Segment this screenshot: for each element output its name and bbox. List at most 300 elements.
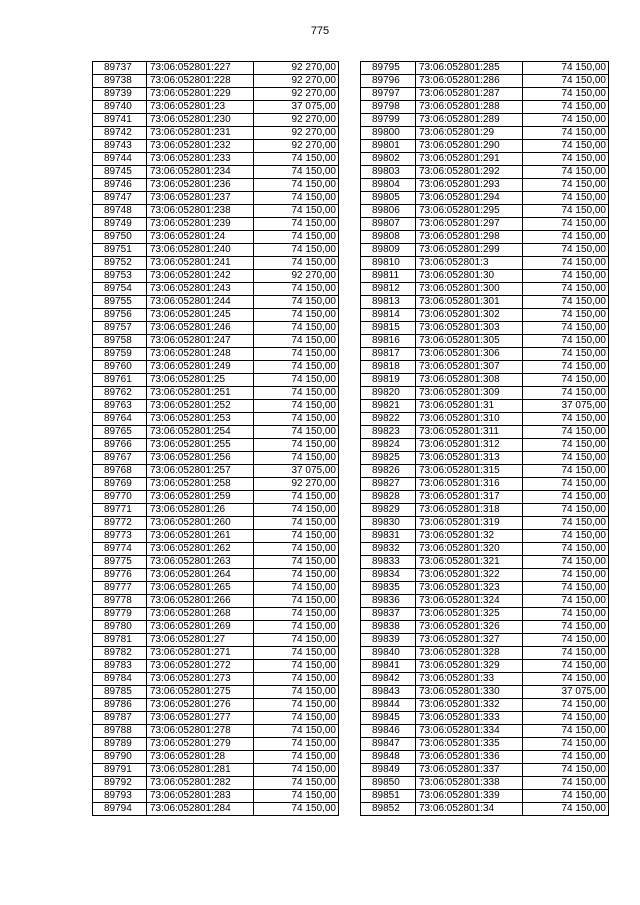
row-number: 89794 bbox=[93, 803, 147, 816]
amount: 74 150,00 bbox=[523, 491, 609, 504]
row-number: 89826 bbox=[361, 465, 416, 478]
table-row bbox=[361, 205, 609, 218]
row-number: 89762 bbox=[93, 387, 147, 400]
row-number: 89810 bbox=[361, 257, 416, 270]
amount: 74 150,00 bbox=[523, 205, 609, 218]
cadastral-number: 73:06:052801:303 bbox=[416, 322, 523, 335]
cadastral-number: 73:06:052801:338 bbox=[416, 777, 523, 790]
amount: 74 150,00 bbox=[523, 556, 609, 569]
amount: 74 150,00 bbox=[523, 764, 609, 777]
row-number: 89848 bbox=[361, 751, 416, 764]
table-row bbox=[93, 764, 339, 777]
cadastral-number: 73:06:052801:232 bbox=[147, 140, 254, 153]
cadastral-number: 73:06:052801:294 bbox=[416, 192, 523, 205]
amount: 74 150,00 bbox=[254, 595, 339, 608]
cadastral-number: 73:06:052801:336 bbox=[416, 751, 523, 764]
amount: 74 150,00 bbox=[523, 166, 609, 179]
amount: 74 150,00 bbox=[523, 712, 609, 725]
amount: 74 150,00 bbox=[254, 725, 339, 738]
cadastral-number: 73:06:052801:289 bbox=[416, 114, 523, 127]
amount: 74 150,00 bbox=[254, 192, 339, 205]
table-row bbox=[361, 556, 609, 569]
amount: 74 150,00 bbox=[254, 673, 339, 686]
table-row bbox=[361, 322, 609, 335]
cadastral-number: 73:06:052801:299 bbox=[416, 244, 523, 257]
cadastral-number: 73:06:052801:286 bbox=[416, 75, 523, 88]
row-number: 89779 bbox=[93, 608, 147, 621]
cadastral-number: 73:06:052801:228 bbox=[147, 75, 254, 88]
amount: 74 150,00 bbox=[523, 270, 609, 283]
table-row bbox=[93, 244, 339, 257]
row-number: 89777 bbox=[93, 582, 147, 595]
row-number: 89761 bbox=[93, 374, 147, 387]
table-row bbox=[93, 309, 339, 322]
row-number: 89842 bbox=[361, 673, 416, 686]
cadastral-number: 73:06:052801:300 bbox=[416, 283, 523, 296]
table-row bbox=[93, 751, 339, 764]
amount: 74 150,00 bbox=[523, 530, 609, 543]
table-row bbox=[93, 569, 339, 582]
table-row bbox=[93, 673, 339, 686]
row-number: 89774 bbox=[93, 543, 147, 556]
table-row bbox=[361, 465, 609, 478]
table-row bbox=[93, 491, 339, 504]
amount: 74 150,00 bbox=[523, 335, 609, 348]
row-number: 89852 bbox=[361, 803, 416, 816]
cadastral-number: 73:06:052801:256 bbox=[147, 452, 254, 465]
cadastral-number: 73:06:052801:3 bbox=[416, 257, 523, 270]
table-row bbox=[361, 504, 609, 517]
row-number: 89759 bbox=[93, 348, 147, 361]
table-row bbox=[361, 647, 609, 660]
amount: 92 270,00 bbox=[254, 478, 339, 491]
cadastral-number: 73:06:052801:271 bbox=[147, 647, 254, 660]
amount: 74 150,00 bbox=[523, 218, 609, 231]
amount: 74 150,00 bbox=[254, 413, 339, 426]
table-row bbox=[93, 738, 339, 751]
row-number: 89745 bbox=[93, 166, 147, 179]
cadastral-number: 73:06:052801:322 bbox=[416, 569, 523, 582]
cadastral-number: 73:06:052801:327 bbox=[416, 634, 523, 647]
cadastral-number: 73:06:052801:328 bbox=[416, 647, 523, 660]
amount: 74 150,00 bbox=[523, 621, 609, 634]
table-row bbox=[361, 621, 609, 634]
cadastral-number: 73:06:052801:291 bbox=[416, 153, 523, 166]
table-row bbox=[361, 335, 609, 348]
cadastral-number: 73:06:052801:266 bbox=[147, 595, 254, 608]
cadastral-number: 73:06:052801:261 bbox=[147, 530, 254, 543]
cadastral-number: 73:06:052801:310 bbox=[416, 413, 523, 426]
table-row bbox=[93, 114, 339, 127]
table-row bbox=[93, 270, 339, 283]
table-row bbox=[361, 296, 609, 309]
row-number: 89760 bbox=[93, 361, 147, 374]
amount: 74 150,00 bbox=[254, 257, 339, 270]
cadastral-number: 73:06:052801:290 bbox=[416, 140, 523, 153]
amount: 74 150,00 bbox=[254, 660, 339, 673]
amount: 74 150,00 bbox=[523, 673, 609, 686]
amount: 74 150,00 bbox=[254, 504, 339, 517]
page-number: 775 bbox=[310, 25, 330, 37]
amount: 92 270,00 bbox=[254, 127, 339, 140]
row-number: 89840 bbox=[361, 647, 416, 660]
table-row bbox=[361, 452, 609, 465]
row-number: 89756 bbox=[93, 309, 147, 322]
cadastral-number: 73:06:052801:242 bbox=[147, 270, 254, 283]
amount: 74 150,00 bbox=[523, 257, 609, 270]
cadastral-number: 73:06:052801:260 bbox=[147, 517, 254, 530]
row-number: 89799 bbox=[361, 114, 416, 127]
amount: 74 150,00 bbox=[254, 647, 339, 660]
row-number: 89786 bbox=[93, 699, 147, 712]
table-row bbox=[361, 114, 609, 127]
table-row bbox=[361, 153, 609, 166]
row-number: 89758 bbox=[93, 335, 147, 348]
amount: 74 150,00 bbox=[254, 582, 339, 595]
amount: 74 150,00 bbox=[523, 140, 609, 153]
table-row bbox=[93, 127, 339, 140]
amount: 74 150,00 bbox=[254, 803, 339, 816]
cadastral-number: 73:06:052801:298 bbox=[416, 231, 523, 244]
table-row bbox=[361, 751, 609, 764]
row-number: 89793 bbox=[93, 790, 147, 803]
cadastral-number: 73:06:052801:281 bbox=[147, 764, 254, 777]
amount: 92 270,00 bbox=[254, 140, 339, 153]
row-number: 89749 bbox=[93, 218, 147, 231]
amount: 74 150,00 bbox=[254, 335, 339, 348]
table-row bbox=[361, 725, 609, 738]
row-number: 89789 bbox=[93, 738, 147, 751]
cadastral-number: 73:06:052801:301 bbox=[416, 296, 523, 309]
table-row bbox=[361, 62, 609, 75]
cadastral-number: 73:06:052801:247 bbox=[147, 335, 254, 348]
row-number: 89836 bbox=[361, 595, 416, 608]
row-number: 89808 bbox=[361, 231, 416, 244]
amount: 74 150,00 bbox=[523, 543, 609, 556]
cadastral-number: 73:06:052801:326 bbox=[416, 621, 523, 634]
row-number: 89806 bbox=[361, 205, 416, 218]
row-number: 89804 bbox=[361, 179, 416, 192]
table-row bbox=[93, 62, 339, 75]
table-row bbox=[361, 790, 609, 803]
cadastral-number: 73:06:052801:279 bbox=[147, 738, 254, 751]
cadastral-number: 73:06:052801:246 bbox=[147, 322, 254, 335]
cadastral-number: 73:06:052801:317 bbox=[416, 491, 523, 504]
row-number: 89838 bbox=[361, 621, 416, 634]
cadastral-number: 73:06:052801:278 bbox=[147, 725, 254, 738]
cadastral-number: 73:06:052801:306 bbox=[416, 348, 523, 361]
table-row bbox=[93, 140, 339, 153]
row-number: 89781 bbox=[93, 634, 147, 647]
cadastral-number: 73:06:052801:254 bbox=[147, 426, 254, 439]
amount: 74 150,00 bbox=[523, 153, 609, 166]
table-row bbox=[361, 582, 609, 595]
row-number: 89787 bbox=[93, 712, 147, 725]
table-row bbox=[361, 127, 609, 140]
cadastral-number: 73:06:052801:269 bbox=[147, 621, 254, 634]
cadastral-number: 73:06:052801:32 bbox=[416, 530, 523, 543]
amount: 74 150,00 bbox=[523, 296, 609, 309]
row-number: 89816 bbox=[361, 335, 416, 348]
table-row bbox=[93, 504, 339, 517]
cadastral-number: 73:06:052801:29 bbox=[416, 127, 523, 140]
amount: 74 150,00 bbox=[254, 751, 339, 764]
amount: 74 150,00 bbox=[254, 790, 339, 803]
amount: 74 150,00 bbox=[523, 231, 609, 244]
row-number: 89739 bbox=[93, 88, 147, 101]
cadastral-number: 73:06:052801:251 bbox=[147, 387, 254, 400]
row-number: 89814 bbox=[361, 309, 416, 322]
row-number: 89830 bbox=[361, 517, 416, 530]
row-number: 89738 bbox=[93, 75, 147, 88]
row-number: 89748 bbox=[93, 205, 147, 218]
row-number: 89841 bbox=[361, 660, 416, 673]
table-row bbox=[361, 244, 609, 257]
row-number: 89824 bbox=[361, 439, 416, 452]
table-row bbox=[361, 283, 609, 296]
table-row bbox=[361, 218, 609, 231]
row-number: 89776 bbox=[93, 569, 147, 582]
cadastral-number: 73:06:052801:33 bbox=[416, 673, 523, 686]
amount: 74 150,00 bbox=[523, 283, 609, 296]
amount: 74 150,00 bbox=[523, 179, 609, 192]
table-row bbox=[361, 634, 609, 647]
amount: 74 150,00 bbox=[254, 153, 339, 166]
table-row bbox=[361, 413, 609, 426]
amount: 74 150,00 bbox=[254, 244, 339, 257]
row-number: 89744 bbox=[93, 153, 147, 166]
cadastral-number: 73:06:052801:257 bbox=[147, 465, 254, 478]
row-number: 89807 bbox=[361, 218, 416, 231]
table-row bbox=[361, 101, 609, 114]
cadastral-number: 73:06:052801:311 bbox=[416, 426, 523, 439]
table-row bbox=[93, 634, 339, 647]
cadastral-number: 73:06:052801:234 bbox=[147, 166, 254, 179]
table-row bbox=[93, 790, 339, 803]
table-row bbox=[93, 478, 339, 491]
table-row bbox=[93, 608, 339, 621]
cadastral-number: 73:06:052801:308 bbox=[416, 374, 523, 387]
table-row bbox=[361, 348, 609, 361]
table-row bbox=[93, 777, 339, 790]
cadastral-number: 73:06:052801:333 bbox=[416, 712, 523, 725]
table-row bbox=[93, 257, 339, 270]
row-number: 89783 bbox=[93, 660, 147, 673]
amount: 74 150,00 bbox=[523, 75, 609, 88]
table-row bbox=[93, 218, 339, 231]
amount: 92 270,00 bbox=[254, 75, 339, 88]
table-row bbox=[361, 439, 609, 452]
table-row bbox=[93, 660, 339, 673]
cadastral-number: 73:06:052801:287 bbox=[416, 88, 523, 101]
row-number: 89832 bbox=[361, 543, 416, 556]
cadastral-number: 73:06:052801:330 bbox=[416, 686, 523, 699]
cadastral-number: 73:06:052801:315 bbox=[416, 465, 523, 478]
amount: 74 150,00 bbox=[523, 595, 609, 608]
cadastral-number: 73:06:052801:30 bbox=[416, 270, 523, 283]
amount: 37 075,00 bbox=[254, 101, 339, 114]
table-row bbox=[361, 166, 609, 179]
cadastral-number: 73:06:052801:302 bbox=[416, 309, 523, 322]
row-number: 89849 bbox=[361, 764, 416, 777]
cadastral-number: 73:06:052801:268 bbox=[147, 608, 254, 621]
cadastral-number: 73:06:052801:307 bbox=[416, 361, 523, 374]
cadastral-number: 73:06:052801:253 bbox=[147, 413, 254, 426]
cadastral-number: 73:06:052801:324 bbox=[416, 595, 523, 608]
table-row bbox=[361, 491, 609, 504]
table-row bbox=[93, 530, 339, 543]
cadastral-number: 73:06:052801:273 bbox=[147, 673, 254, 686]
amount: 74 150,00 bbox=[523, 88, 609, 101]
table-row bbox=[361, 673, 609, 686]
row-number: 89819 bbox=[361, 374, 416, 387]
cadastral-number: 73:06:052801:262 bbox=[147, 543, 254, 556]
table-row bbox=[361, 660, 609, 673]
amount: 74 150,00 bbox=[523, 634, 609, 647]
amount: 74 150,00 bbox=[254, 283, 339, 296]
table-row bbox=[361, 179, 609, 192]
row-number: 89845 bbox=[361, 712, 416, 725]
amount: 74 150,00 bbox=[254, 166, 339, 179]
row-number: 89784 bbox=[93, 673, 147, 686]
row-number: 89822 bbox=[361, 413, 416, 426]
amount: 74 150,00 bbox=[254, 569, 339, 582]
amount: 74 150,00 bbox=[254, 543, 339, 556]
amount: 74 150,00 bbox=[523, 517, 609, 530]
cadastral-number: 73:06:052801:34 bbox=[416, 803, 523, 816]
cadastral-number: 73:06:052801:239 bbox=[147, 218, 254, 231]
row-number: 89811 bbox=[361, 270, 416, 283]
cadastral-number: 73:06:052801:236 bbox=[147, 179, 254, 192]
row-number: 89741 bbox=[93, 114, 147, 127]
cadastral-number: 73:06:052801:285 bbox=[416, 62, 523, 75]
table-row bbox=[93, 712, 339, 725]
table-row bbox=[361, 478, 609, 491]
cadastral-number: 73:06:052801:227 bbox=[147, 62, 254, 75]
table-row bbox=[361, 257, 609, 270]
cadastral-number: 73:06:052801:245 bbox=[147, 309, 254, 322]
row-number: 89802 bbox=[361, 153, 416, 166]
cadastral-number: 73:06:052801:323 bbox=[416, 582, 523, 595]
amount: 74 150,00 bbox=[254, 387, 339, 400]
row-number: 89797 bbox=[361, 88, 416, 101]
amount: 92 270,00 bbox=[254, 114, 339, 127]
left-table bbox=[92, 61, 339, 816]
row-number: 89780 bbox=[93, 621, 147, 634]
table-row bbox=[93, 296, 339, 309]
row-number: 89809 bbox=[361, 244, 416, 257]
table-row bbox=[93, 361, 339, 374]
cadastral-number: 73:06:052801:339 bbox=[416, 790, 523, 803]
table-row bbox=[361, 88, 609, 101]
row-number: 89746 bbox=[93, 179, 147, 192]
amount: 74 150,00 bbox=[254, 777, 339, 790]
table-row bbox=[361, 387, 609, 400]
table-row bbox=[93, 231, 339, 244]
row-number: 89769 bbox=[93, 478, 147, 491]
amount: 74 150,00 bbox=[254, 322, 339, 335]
row-number: 89768 bbox=[93, 465, 147, 478]
row-number: 89750 bbox=[93, 231, 147, 244]
amount: 74 150,00 bbox=[523, 725, 609, 738]
cadastral-number: 73:06:052801:259 bbox=[147, 491, 254, 504]
row-number: 89737 bbox=[93, 62, 147, 75]
row-number: 89752 bbox=[93, 257, 147, 270]
table-row bbox=[93, 413, 339, 426]
amount: 74 150,00 bbox=[523, 751, 609, 764]
amount: 74 150,00 bbox=[523, 478, 609, 491]
row-number: 89782 bbox=[93, 647, 147, 660]
amount: 37 075,00 bbox=[523, 400, 609, 413]
row-number: 89765 bbox=[93, 426, 147, 439]
row-number: 89771 bbox=[93, 504, 147, 517]
cadastral-number: 73:06:052801:313 bbox=[416, 452, 523, 465]
table-row bbox=[93, 205, 339, 218]
row-number: 89743 bbox=[93, 140, 147, 153]
row-number: 89834 bbox=[361, 569, 416, 582]
cadastral-number: 73:06:052801:277 bbox=[147, 712, 254, 725]
cadastral-number: 73:06:052801:318 bbox=[416, 504, 523, 517]
row-number: 89817 bbox=[361, 348, 416, 361]
table-row bbox=[361, 400, 609, 413]
row-number: 89764 bbox=[93, 413, 147, 426]
row-number: 89770 bbox=[93, 491, 147, 504]
cadastral-number: 73:06:052801:282 bbox=[147, 777, 254, 790]
row-number: 89740 bbox=[93, 101, 147, 114]
table-row bbox=[93, 153, 339, 166]
cadastral-number: 73:06:052801:337 bbox=[416, 764, 523, 777]
row-number: 89757 bbox=[93, 322, 147, 335]
cadastral-number: 73:06:052801:283 bbox=[147, 790, 254, 803]
table-row bbox=[93, 621, 339, 634]
table-row bbox=[93, 543, 339, 556]
row-number: 89815 bbox=[361, 322, 416, 335]
cadastral-number: 73:06:052801:229 bbox=[147, 88, 254, 101]
table-row bbox=[93, 803, 339, 816]
table-row bbox=[93, 88, 339, 101]
table-row bbox=[93, 686, 339, 699]
row-number: 89766 bbox=[93, 439, 147, 452]
row-number: 89833 bbox=[361, 556, 416, 569]
table-row bbox=[93, 595, 339, 608]
table-row bbox=[361, 569, 609, 582]
table-row bbox=[93, 699, 339, 712]
cadastral-number: 73:06:052801:238 bbox=[147, 205, 254, 218]
table-row bbox=[93, 322, 339, 335]
amount: 74 150,00 bbox=[254, 764, 339, 777]
amount: 74 150,00 bbox=[254, 179, 339, 192]
amount: 74 150,00 bbox=[254, 439, 339, 452]
amount: 74 150,00 bbox=[254, 517, 339, 530]
amount: 74 150,00 bbox=[523, 439, 609, 452]
table-row bbox=[361, 361, 609, 374]
amount: 74 150,00 bbox=[254, 712, 339, 725]
amount: 74 150,00 bbox=[254, 608, 339, 621]
row-number: 89747 bbox=[93, 192, 147, 205]
row-number: 89829 bbox=[361, 504, 416, 517]
amount: 74 150,00 bbox=[254, 634, 339, 647]
amount: 92 270,00 bbox=[254, 88, 339, 101]
cadastral-number: 73:06:052801:293 bbox=[416, 179, 523, 192]
table-row bbox=[93, 465, 339, 478]
cadastral-number: 73:06:052801:325 bbox=[416, 608, 523, 621]
amount: 37 075,00 bbox=[523, 686, 609, 699]
table-row bbox=[93, 647, 339, 660]
amount: 74 150,00 bbox=[523, 608, 609, 621]
table-row bbox=[93, 556, 339, 569]
cadastral-number: 73:06:052801:263 bbox=[147, 556, 254, 569]
cadastral-number: 73:06:052801:332 bbox=[416, 699, 523, 712]
